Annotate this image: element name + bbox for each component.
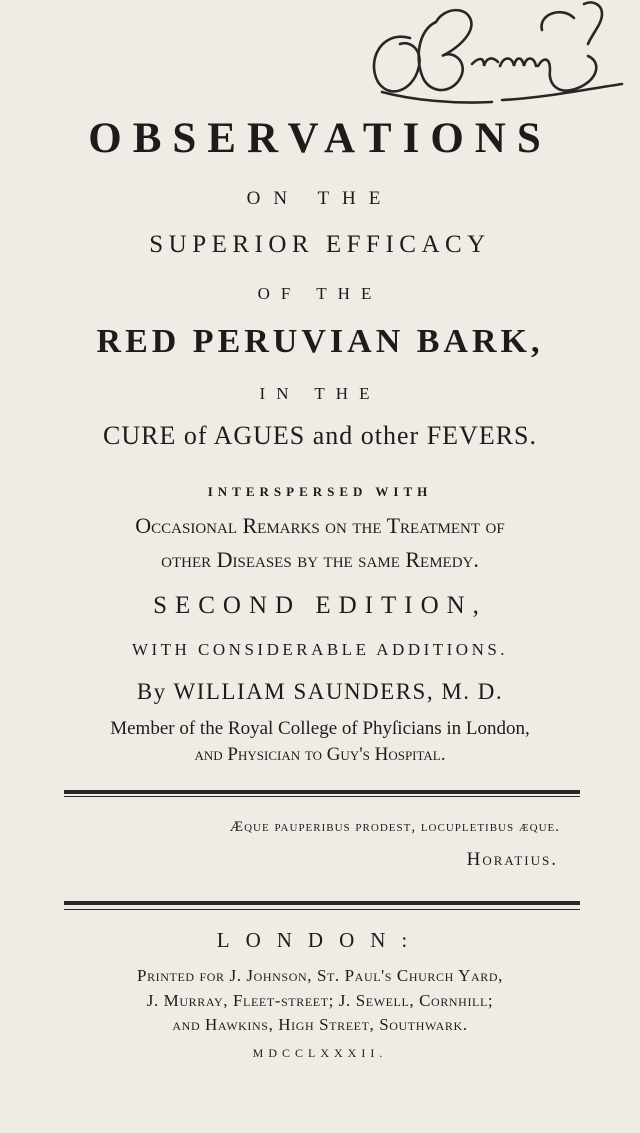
thin-rule-top bbox=[64, 796, 580, 797]
epigraph-author: Horatius. bbox=[466, 849, 558, 870]
subtitle-red-peruvian-bark: RED PERUVIAN BARK, bbox=[96, 323, 544, 360]
imprint-line-3: and Hawkins, High Street, Southwark. bbox=[172, 1015, 468, 1034]
edition-line: SECOND EDITION, bbox=[153, 592, 487, 619]
handwritten-signature bbox=[352, 0, 640, 120]
imprint-city: LONDON: bbox=[216, 928, 424, 952]
imprint-date: MDCCLXXXII. bbox=[252, 1046, 388, 1060]
additions-line: WITH CONSIDERABLE ADDITIONS. bbox=[131, 640, 509, 659]
subtitle-of-the: OF THE bbox=[257, 284, 383, 303]
thin-rule-bottom bbox=[64, 909, 580, 910]
imprint-line-1: Printed for J. Johnson, St. Paul's Church Yard, bbox=[137, 966, 503, 985]
author-credentials-line-2: and Phyſician to Guy's Hoſpital. bbox=[194, 744, 446, 765]
author-line: By WILLIAM SAUNDERS, M. D. bbox=[136, 679, 504, 704]
author-credentials-line-1: Member of the Royal College of Phyſicians in London, bbox=[110, 718, 530, 739]
subtitle-on-the: ON THE bbox=[246, 188, 394, 209]
remarks-line-2: other Diseases by the same Remedy. bbox=[161, 547, 479, 572]
epigraph: Æque pauperibus prodest, locupletibus æque. bbox=[229, 819, 560, 835]
interspersed-with-line: INTERSPERSED WITH bbox=[207, 484, 433, 499]
book-title: OBSERVATIONS bbox=[88, 115, 552, 162]
remarks-line-1: Occasional Remarks on the Treatment of bbox=[135, 513, 505, 538]
thick-rule-bottom bbox=[64, 901, 580, 905]
subtitle-in-the: IN THE bbox=[259, 384, 381, 403]
thick-rule-top bbox=[64, 790, 580, 794]
imprint-line-2: J. Murray, Fleet-ſtreet; J. Sewell, Cornhill; bbox=[146, 991, 494, 1010]
subtitle-superior-efficacy: SUPERIOR EFFICACY bbox=[149, 231, 491, 258]
subtitle-cure: CURE of AGUES and other FEVERS. bbox=[103, 421, 537, 450]
